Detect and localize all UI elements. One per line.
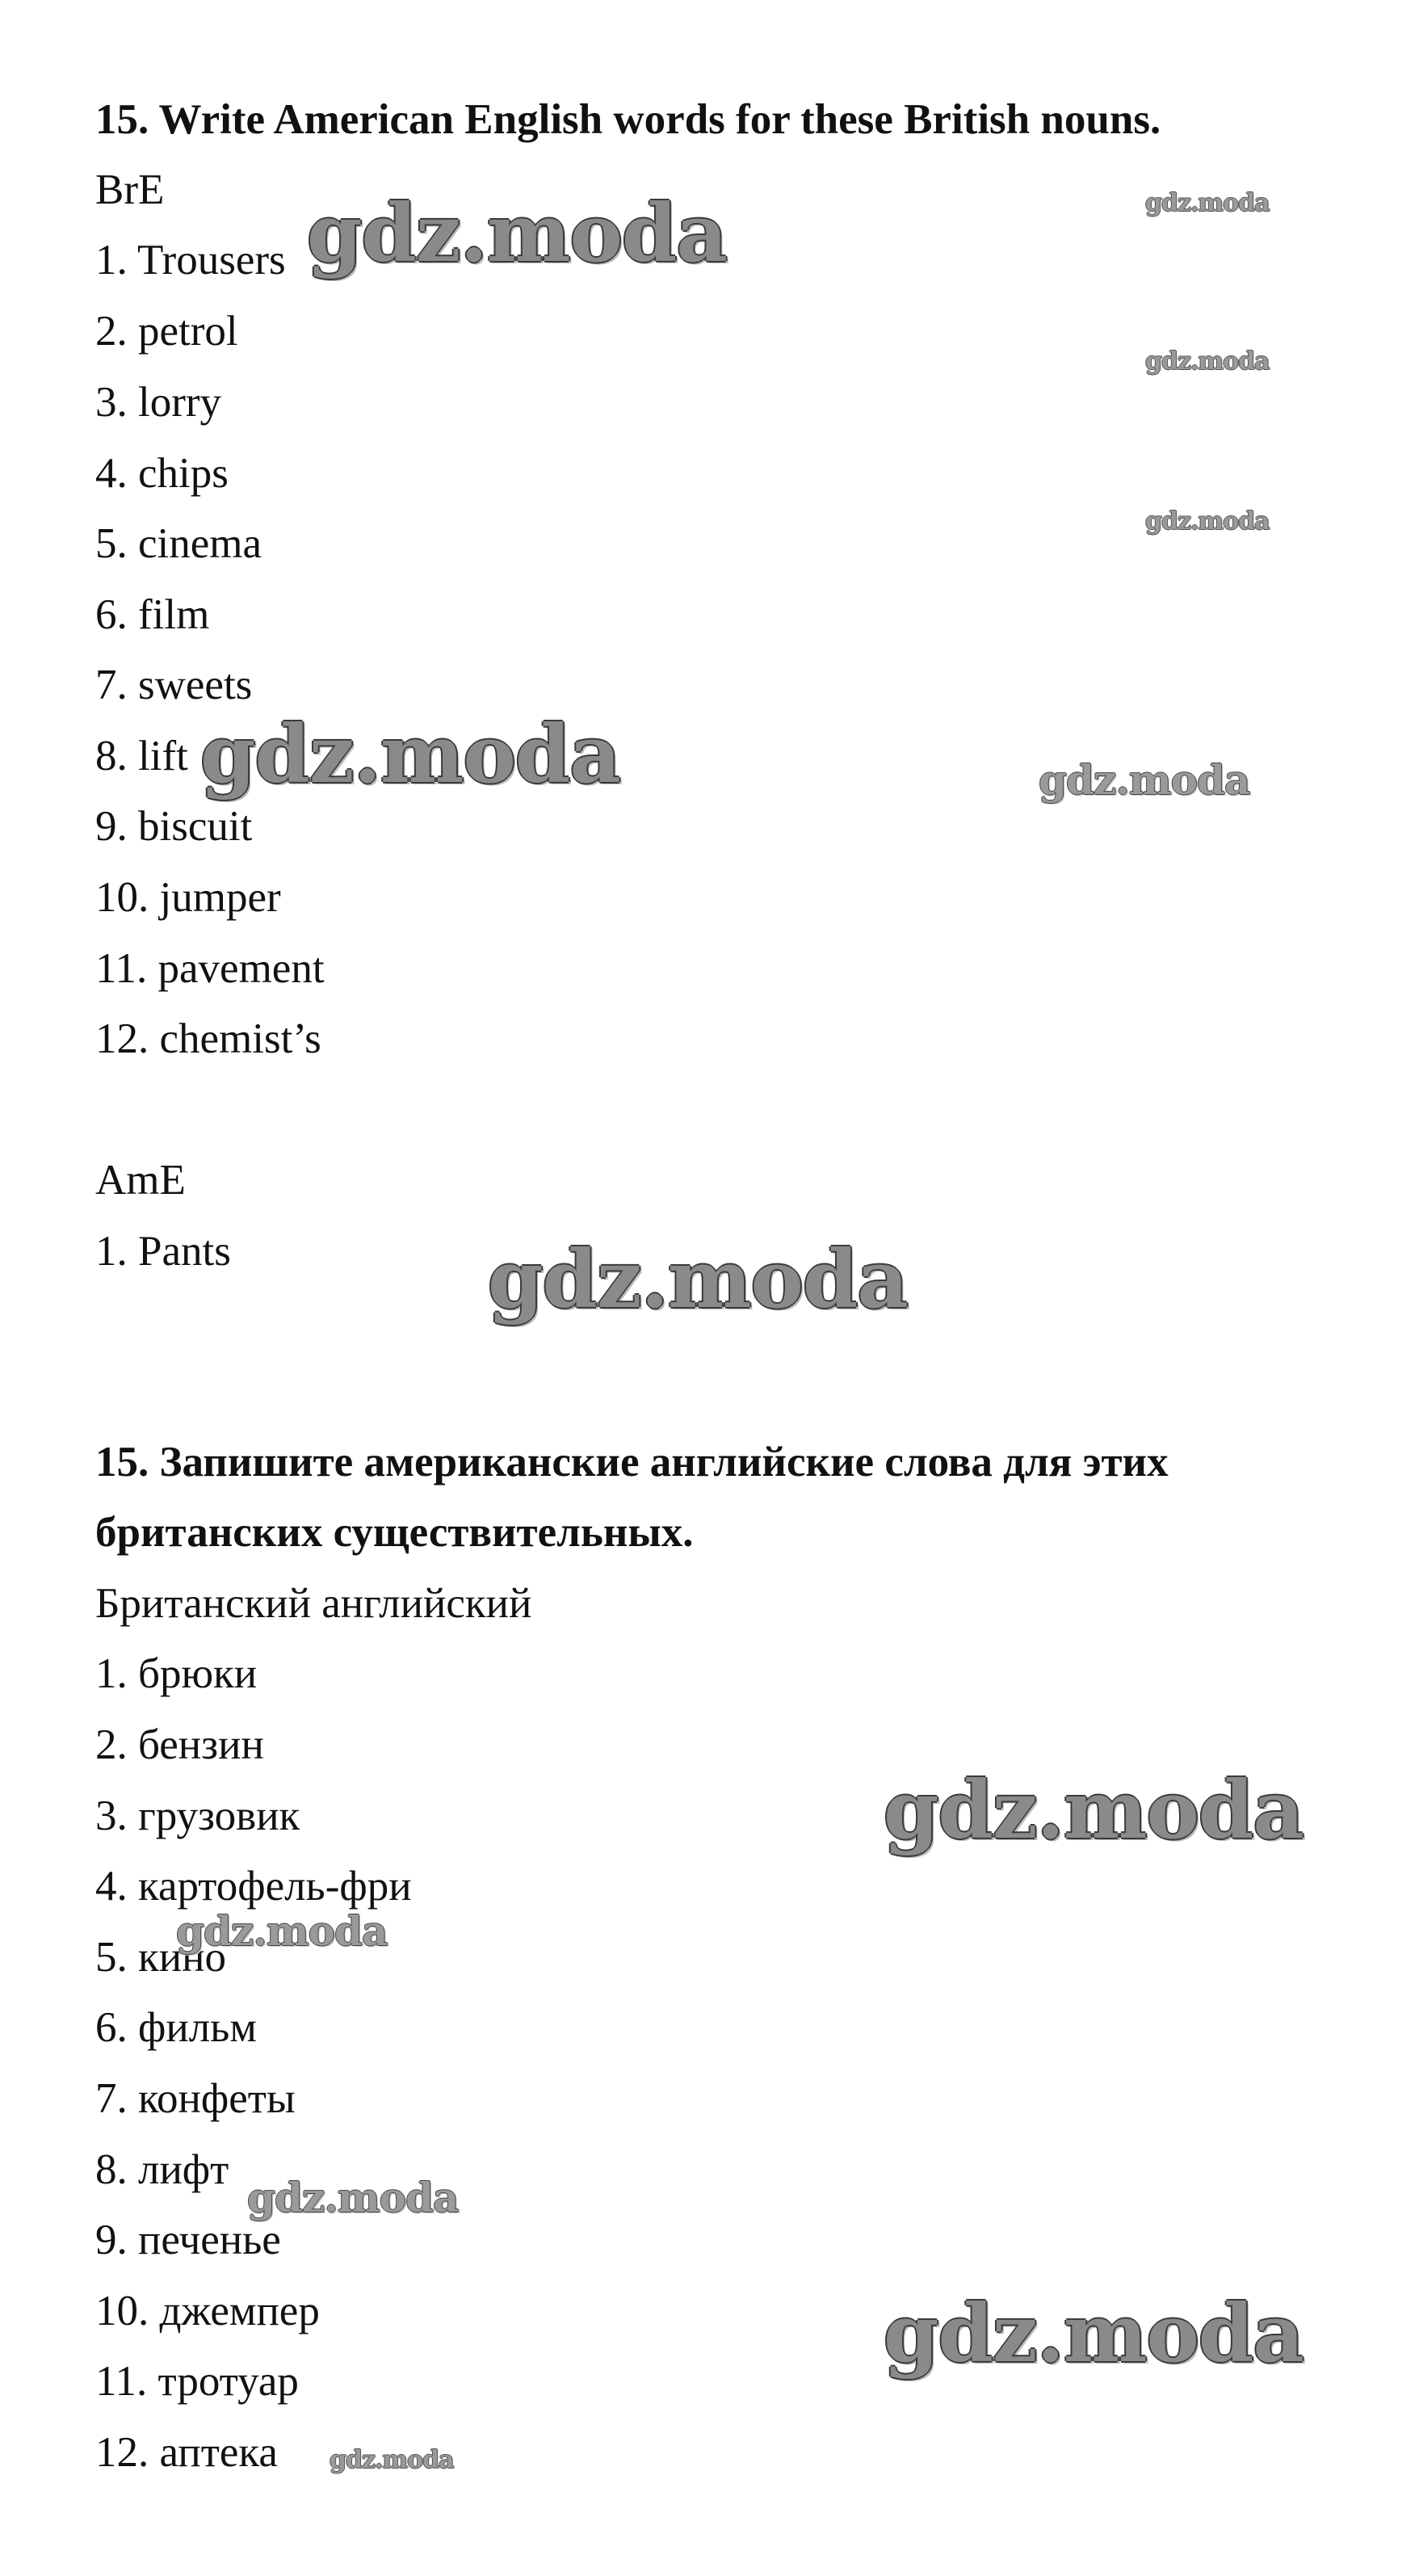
russian-item: 8. лифт xyxy=(95,2146,229,2193)
bre-item: 11. pavement xyxy=(95,945,325,992)
watermark: gdz.moda xyxy=(1145,189,1270,217)
bre-item: 9. biscuit xyxy=(95,803,253,850)
watermark: gdz.moda xyxy=(176,1907,388,1955)
bre-item: 10. jumper xyxy=(95,874,281,921)
russian-item: 6. фильм xyxy=(95,2004,257,2051)
bre-label: BrE xyxy=(95,166,165,213)
exercise-heading-russian-line2: британских существительных. xyxy=(95,1509,694,1556)
ame-item: 1. Pants xyxy=(95,1228,231,1275)
bre-item: 3. lorry xyxy=(95,379,222,426)
russian-item: 11. тротуар xyxy=(95,2358,299,2405)
bre-item: 7. sweets xyxy=(95,662,253,708)
watermark: gdz.moda xyxy=(884,2288,1304,2381)
bre-item: 8. lift xyxy=(95,733,188,780)
watermark: gdz.moda xyxy=(884,1764,1304,1857)
watermark: gdz.moda xyxy=(1039,756,1250,804)
watermark: gdz.moda xyxy=(1145,347,1270,376)
watermark: gdz.moda xyxy=(307,187,727,280)
ame-label: AmE xyxy=(95,1157,186,1204)
watermark: gdz.moda xyxy=(247,2174,459,2221)
watermark: gdz.moda xyxy=(330,2446,454,2474)
exercise-heading-english: 15. Write American English words for these British nouns. xyxy=(95,96,1161,143)
bre-item: 5. cinema xyxy=(95,520,262,567)
russian-item: 5. кино xyxy=(95,1934,226,1981)
exercise-heading-russian-line1: 15. Запишите американские английские слова для этих xyxy=(95,1439,1169,1486)
watermark: gdz.moda xyxy=(200,708,620,801)
watermark: gdz.moda xyxy=(1145,507,1270,536)
bre-item: 6. film xyxy=(95,591,210,638)
russian-item: 3. грузовик xyxy=(95,1792,300,1839)
russian-item: 10. джемпер xyxy=(95,2288,320,2334)
russian-item: 12. аптека xyxy=(95,2429,278,2476)
russian-item: 4. картофель-фри xyxy=(95,1863,412,1910)
russian-item: 7. конфеты xyxy=(95,2075,296,2122)
bre-item: 2. petrol xyxy=(95,308,238,355)
russian-item: 2. бензин xyxy=(95,1721,264,1768)
bre-item: 4. chips xyxy=(95,450,229,497)
bre-item: 1. Trousers xyxy=(95,237,286,284)
bre-label-russian: Британский английский xyxy=(95,1580,532,1627)
watermark: gdz.moda xyxy=(488,1233,908,1326)
russian-item: 1. брюки xyxy=(95,1650,258,1697)
russian-item: 9. печенье xyxy=(95,2217,281,2263)
bre-item: 12. chemist’s xyxy=(95,1015,321,1062)
